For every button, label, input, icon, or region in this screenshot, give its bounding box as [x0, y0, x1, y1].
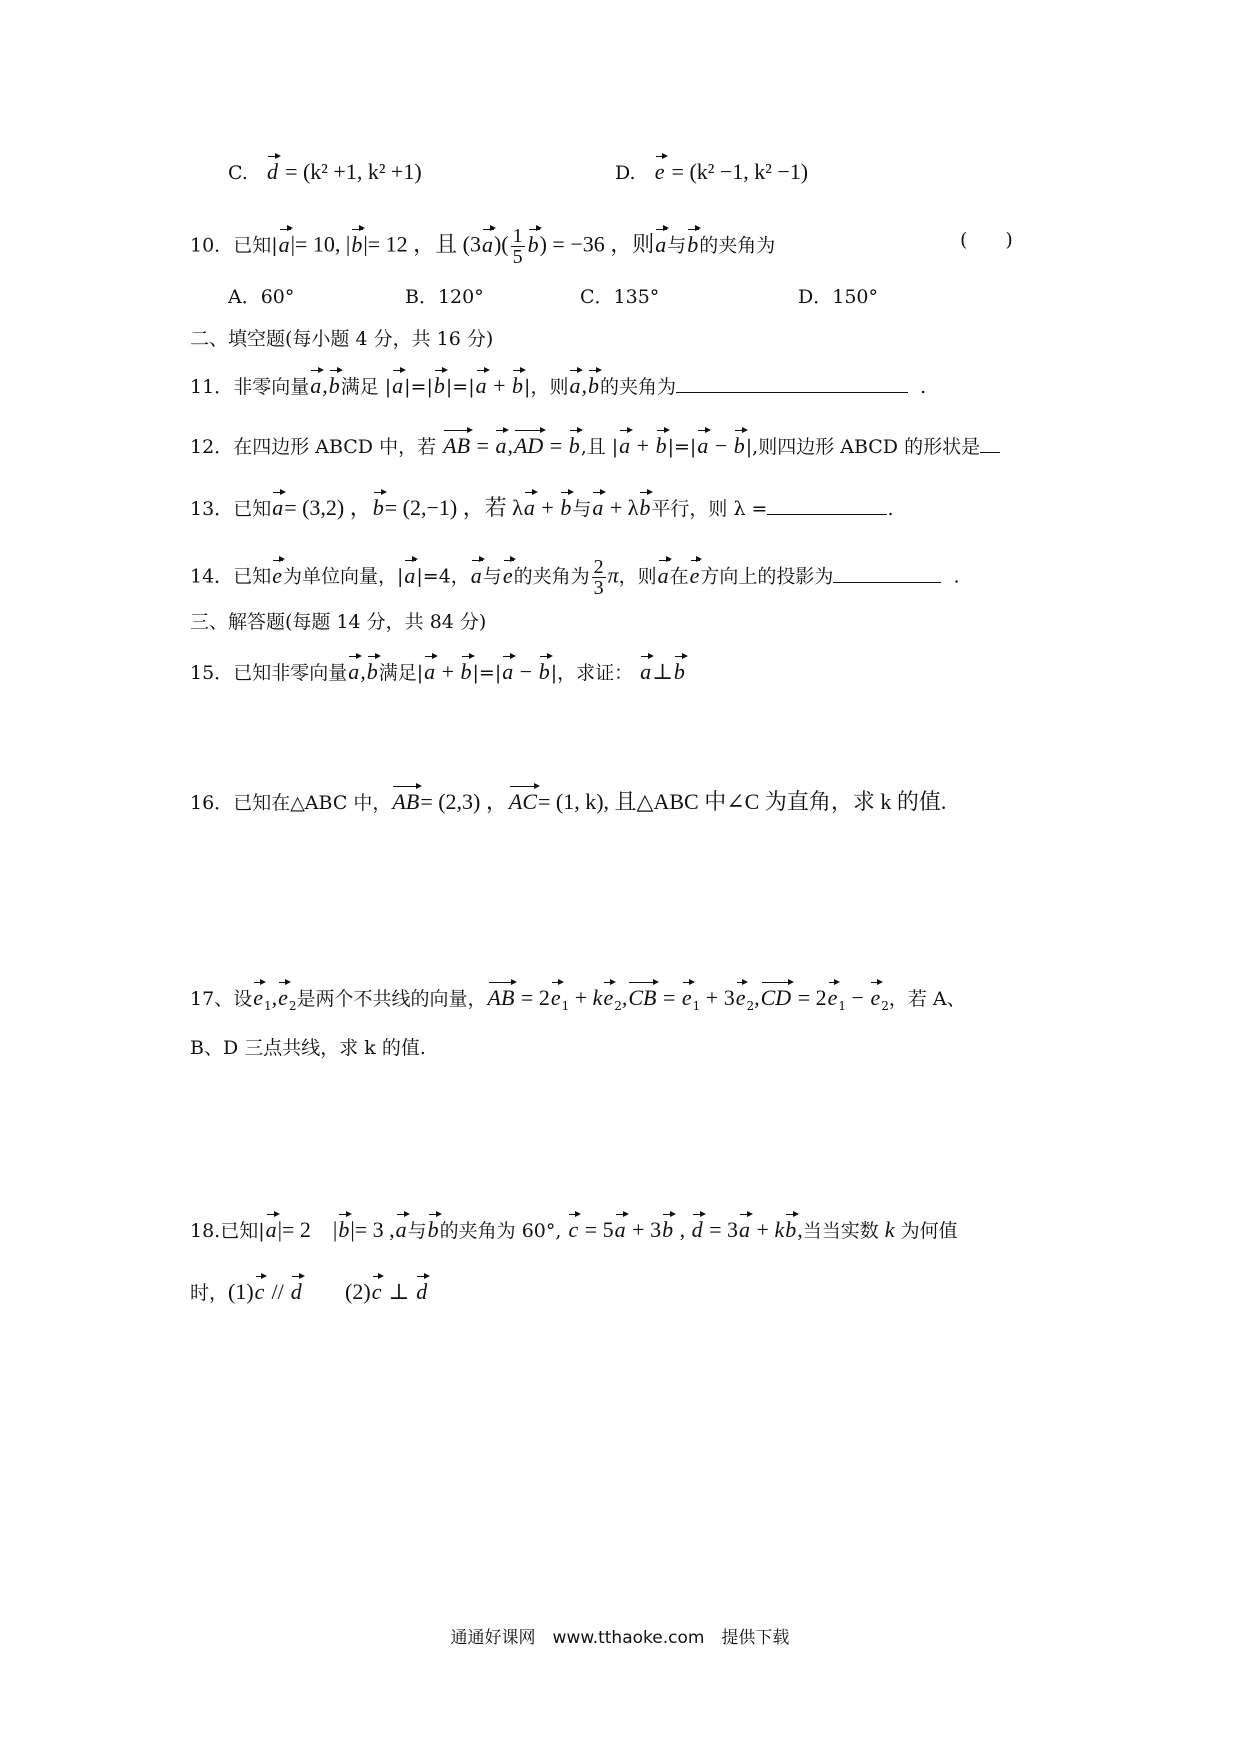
question-17-line2: B、D 三点共线，求 k 的值. — [190, 1037, 426, 1059]
answer-paren: ( ) — [960, 229, 1013, 251]
question-18-line2: 时，(1)c // d (2)c ⊥ d — [190, 1279, 428, 1304]
fraction-one-fifth: $\frac{1}{5}$ — [512, 225, 523, 268]
q10-option-c: C．135° — [580, 286, 660, 308]
question-11: 11．非零向量a,b满足 |a|=|b|=|a + b|，则a,b的夹角为 . — [190, 373, 927, 398]
answer-blank — [676, 372, 908, 393]
q10-option-a: A．60° — [228, 286, 295, 308]
question-13: 13．已知a= (3,2) ，b= (2,−1) ，若 λa + b与a + λb平行，则 λ = . — [190, 495, 894, 520]
answer-blank — [833, 562, 941, 583]
vector-e: e — [654, 159, 665, 184]
question-18: 18.已知|a|= 2 |b|= 3 ,a与b的夹角为 60°, c = 5a + 3b , d = 3a + kb,当当实数 k 为何值 — [190, 1217, 958, 1242]
question-12: 12．在四边形 ABCD 中，若 AB = a,AD = b,且 |a + b|=|a − b|,则四边形 ABCD 的形状是 — [190, 432, 1000, 461]
answer-blank — [980, 432, 1000, 453]
section-2-heading: 二、填空题(每小题 4 分，共 16 分) — [190, 328, 494, 350]
q9-option-d: D. e = (k² −1, k² −1) — [615, 159, 809, 184]
answer-blank — [767, 494, 887, 515]
footer-source: 通通好课网 www.tthaoke.com 提供下载 — [450, 1628, 790, 1648]
q9-option-c: C. d = (k² +1, k² +1) — [228, 159, 422, 184]
question-15: 15．已知非零向量a,b满足|a + b|=|a − b|，求证： a⊥b — [190, 659, 685, 684]
question-16: 16．已知在△ABC 中，AB= (2,3) ，AC= (1, k), 且△ABC 中∠C 为直角，求 k 的值. — [190, 789, 947, 814]
q10-option-d: D．150° — [798, 286, 878, 308]
section-3-heading: 三、解答题(每题 14 分，共 84 分) — [190, 611, 487, 633]
q10-option-b: B．120° — [405, 286, 484, 308]
fraction-two-thirds: $\frac{2}{3}$ — [593, 556, 604, 599]
question-10: 10．已知|a|= 10, |b|= 12 ，且 (3a)( $\frac{1}{5}$ b) = −36 ，则a与b的夹角为 — [190, 225, 776, 268]
question-17: 17、设$e_1,e_2$是两个不共线的向量，AB = $2e_1 + ke_2,CB = e_1 + 3e_2,CD = 2e_1 - e_2$，若 A、 — [190, 985, 966, 1013]
vector-d: d — [267, 159, 279, 184]
question-14: 14．已知e为单位向量，|a|=4，a与e的夹角为 $\frac{2}{3}$ π，则a在e方向上的投影为 . — [190, 556, 960, 599]
